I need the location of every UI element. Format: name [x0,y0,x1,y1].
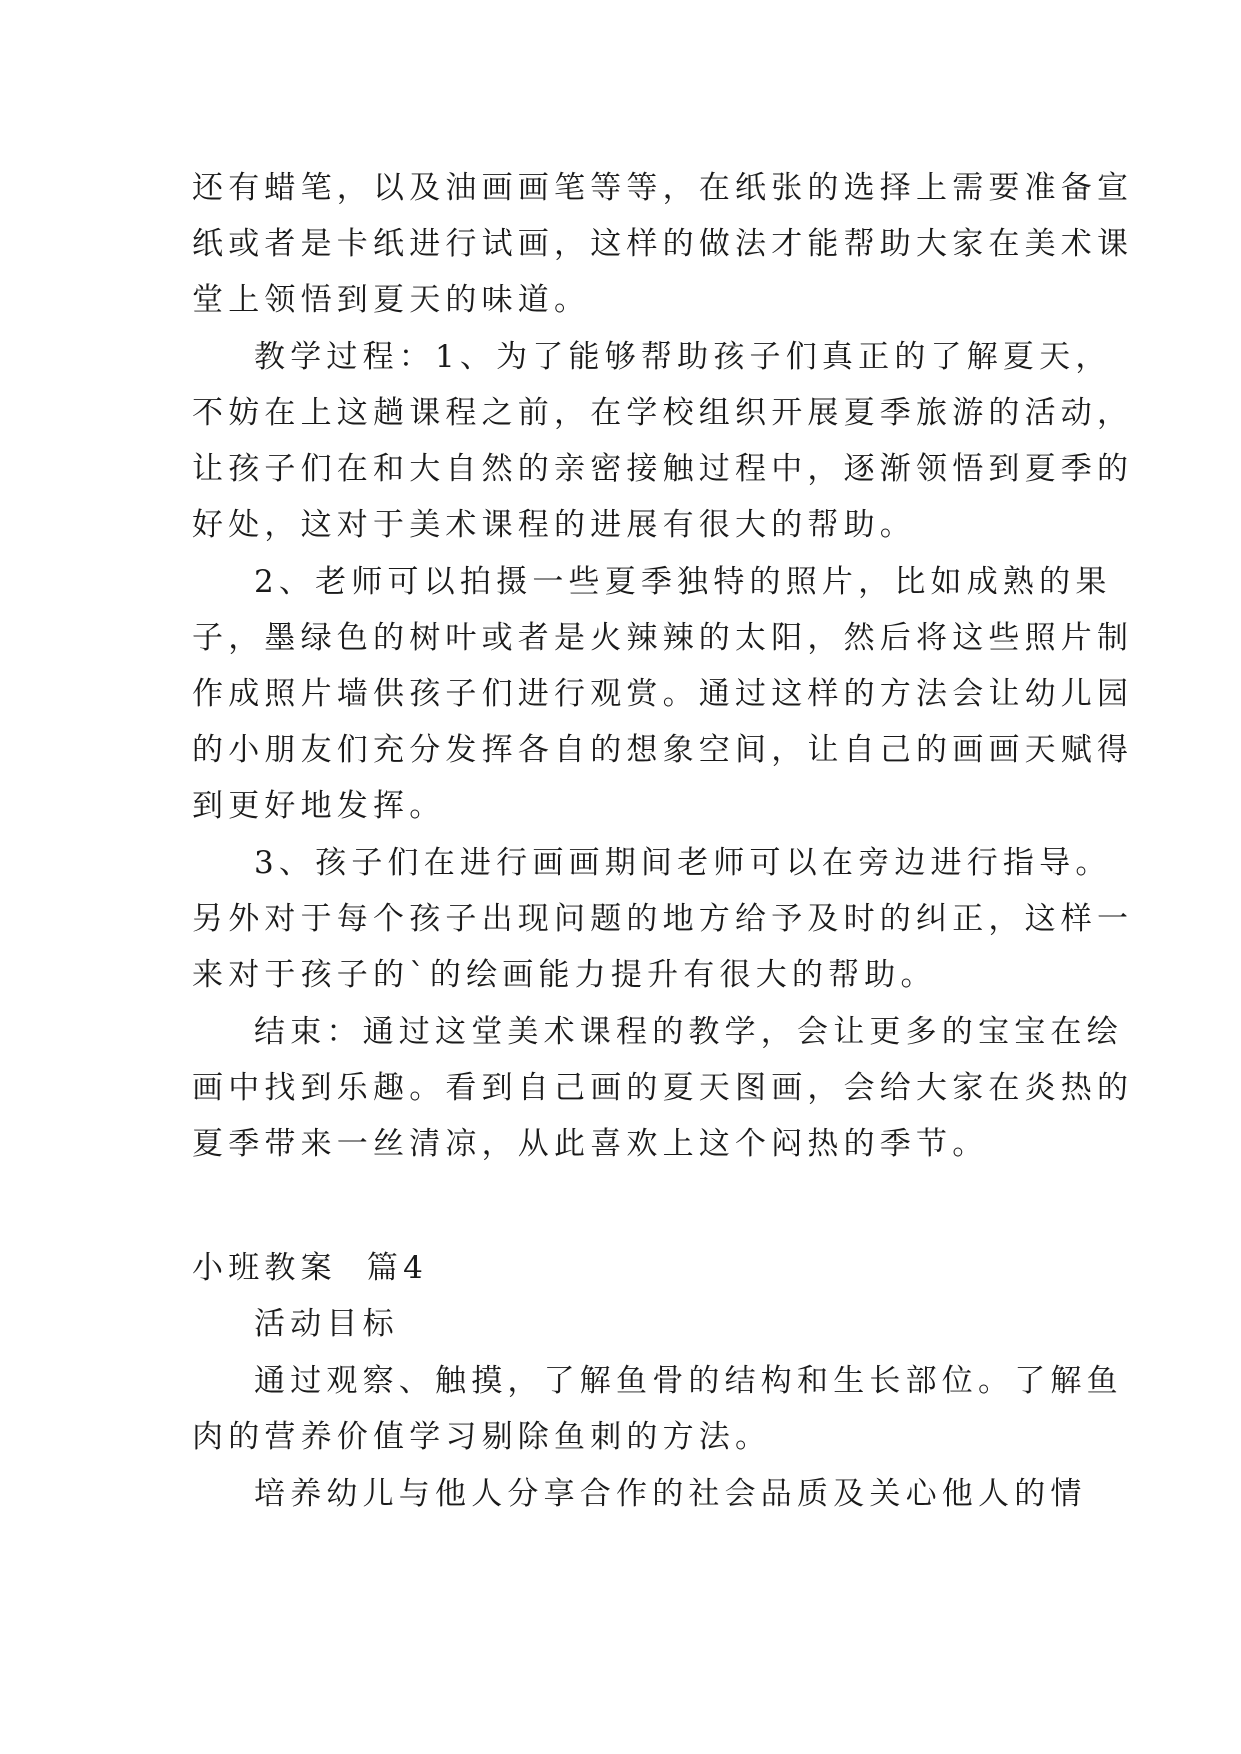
body-text-line: 堂上领悟到夏天的味道。 [192,282,591,318]
subsection-heading: 活动目标 [254,1306,399,1342]
paragraph-step-2: 2、老师可以拍摄一些夏季独特的照片，比如成熟的果 [254,564,1112,600]
body-text-line: 不妨在上这趟课程之前，在学校组织开展夏季旅游的活动， [192,395,1134,431]
body-text-line: 好处，这对于美术课程的进展有很大的帮助。 [192,507,916,543]
body-text-line: 还有蜡笔，以及油画画笔等等，在纸张的选择上需要准备宣 [192,170,1134,206]
body-text-line: 肉的营养价值学习剔除鱼刺的方法。 [192,1419,772,1455]
paragraph-conclusion: 结束：通过这堂美术课程的教学，会让更多的宝宝在绘 [254,1014,1123,1050]
body-text-line: 作成照片墙供孩子们进行观赏。通过这样的方法会让幼儿园 [192,676,1134,712]
body-text-line: 让孩子们在和大自然的亲密接触过程中，逐渐领悟到夏季的 [192,451,1134,487]
section-heading: 小班教案 篇4 [192,1250,429,1286]
body-text-line: 画中找到乐趣。看到自己画的夏天图画，会给大家在炎热的 [192,1070,1134,1106]
body-text-line: 来对于孩子的`的绘画能力提升有很大的帮助。 [192,957,937,993]
body-text-line: 的小朋友们充分发挥各自的想象空间，让自己的画画天赋得 [192,732,1134,768]
body-text-line: 子，墨绿色的树叶或者是火辣辣的太阳，然后将这些照片制 [192,620,1134,656]
body-text-line: 到更好地发挥。 [192,788,446,824]
paragraph-step-3: 3、孩子们在进行画画期间老师可以在旁边进行指导。 [254,845,1112,881]
body-text-line: 另外对于每个孩子出现问题的地方给予及时的纠正，这样一 [192,901,1134,937]
paragraph-objective-2: 培养幼儿与他人分享合作的社会品质及关心他人的情 [254,1476,1087,1512]
body-text-line: 纸或者是卡纸进行试画，这样的做法才能帮助大家在美术课 [192,226,1134,262]
paragraph-teaching-process: 教学过程：1、为了能够帮助孩子们真正的了解夏天， [254,339,1112,375]
paragraph-objective-1: 通过观察、触摸，了解鱼骨的结构和生长部位。了解鱼 [254,1363,1123,1399]
body-text-line: 夏季带来一丝清凉，从此喜欢上这个闷热的季节。 [192,1126,989,1162]
